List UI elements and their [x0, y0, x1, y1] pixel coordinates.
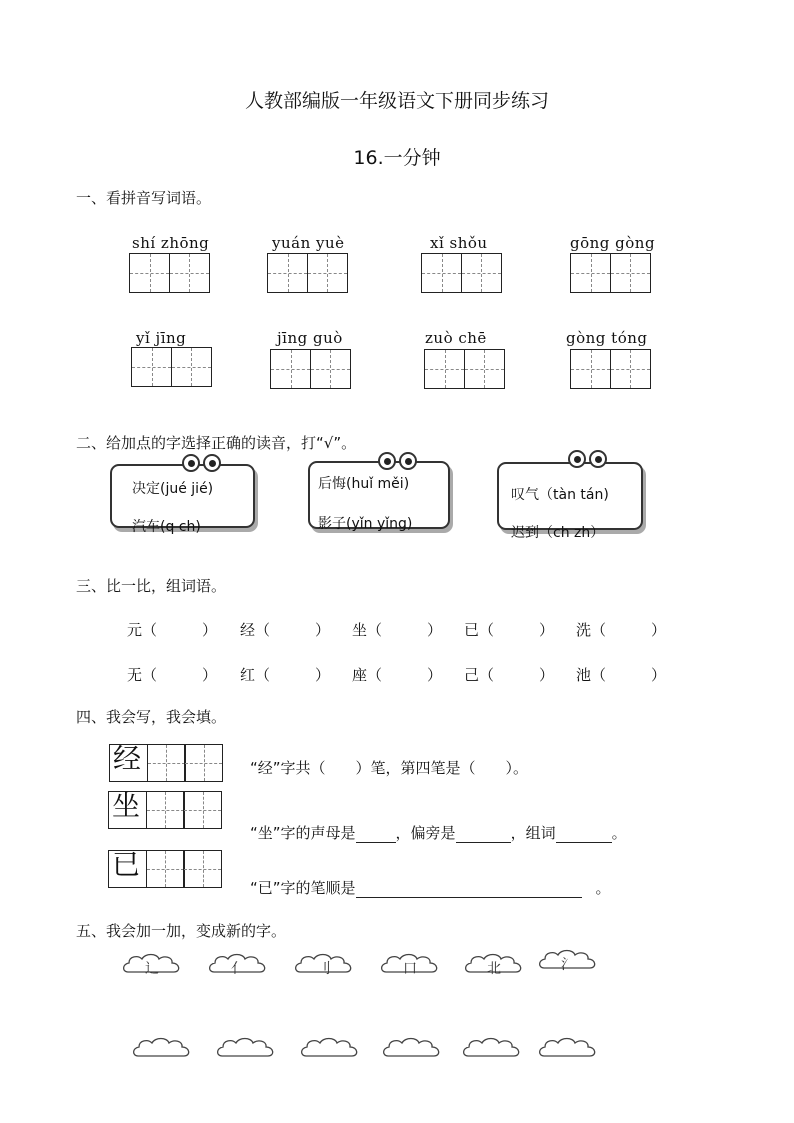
bubble-line[interactable]: 汽车(q ch): [132, 519, 201, 535]
question-part: “坐”字的声母是: [250, 824, 356, 842]
eyes-icon: [378, 452, 417, 470]
pinyin-label: gòng tóng: [566, 329, 648, 347]
cloud-icon: [292, 950, 356, 980]
cloud-icon: [120, 950, 184, 980]
tianzige-grid[interactable]: [129, 253, 208, 293]
question-text: [250, 822, 627, 843]
radical-part: 亻: [231, 961, 245, 977]
tianzige-grid[interactable]: [270, 349, 349, 389]
bubble-line[interactable]: 后悔(huǐ měi): [318, 476, 410, 492]
cloud-icon[interactable]: [298, 1034, 362, 1064]
cloud-icon: [206, 950, 270, 980]
pinyin-label: xǐ shǒu: [430, 234, 488, 252]
tianzige-grid[interactable]: [267, 253, 346, 293]
eyes-icon: [568, 450, 607, 468]
section5-heading: 五、我会加一加，变成新的字。: [76, 922, 287, 940]
compare-item[interactable]: 座（ ）: [352, 666, 443, 684]
bubble-line[interactable]: 决定(jué jié): [132, 481, 214, 497]
cloud-icon[interactable]: [460, 1034, 524, 1064]
question-part: 。: [611, 824, 627, 842]
compare-item[interactable]: 池（ ）: [576, 666, 667, 684]
bubble-line[interactable]: 叹气（tàn tán): [511, 487, 609, 503]
compare-item[interactable]: 洗（ ）: [576, 621, 667, 639]
section3-heading: 三、比一比，组词语。: [76, 577, 227, 595]
pinyin-label: yuán yuè: [272, 234, 345, 252]
radical-part: 刂: [317, 961, 331, 977]
cloud-icon: [462, 950, 526, 980]
answer-blank[interactable]: [356, 828, 396, 843]
pinyin-label: jīng guò: [277, 329, 343, 347]
writing-grid[interactable]: [109, 744, 222, 782]
tianzige-grid[interactable]: [570, 253, 649, 293]
question-part: 。: [595, 879, 611, 897]
section2-heading: 二、给加点的字选择正确的读音，打“√”。: [76, 434, 357, 452]
document-title: 人教部编版一年级语文下册同步练习: [244, 90, 549, 112]
cloud-icon[interactable]: [214, 1034, 278, 1064]
compare-item[interactable]: 红（ ）: [240, 666, 331, 684]
question-part: ，组词: [510, 824, 556, 842]
tianzige-grid[interactable]: [570, 349, 649, 389]
model-character: 经: [113, 742, 142, 775]
pinyin-label: shí zhōng: [132, 234, 210, 252]
tianzige-grid[interactable]: [131, 347, 210, 387]
bubble-line[interactable]: 影子(yǐn yǐng): [318, 516, 413, 532]
radical-part: 辶: [145, 961, 159, 977]
cloud-icon: [536, 946, 600, 976]
radical-part: 北: [487, 961, 501, 977]
cloud-icon[interactable]: [130, 1034, 194, 1064]
writing-grid[interactable]: [108, 850, 221, 888]
question-text: [250, 877, 611, 898]
tianzige-grid[interactable]: [421, 253, 500, 293]
eyes-icon: [182, 454, 221, 472]
speech-bubble: [110, 464, 255, 535]
model-character: 已: [112, 848, 141, 881]
compare-item[interactable]: 坐（ ）: [352, 621, 443, 639]
compare-item[interactable]: 元（ ）: [127, 621, 218, 639]
section1-heading: 一、看拼音写词语。: [76, 189, 212, 207]
speech-bubble: [308, 461, 450, 531]
pinyin-label: yǐ jīng: [136, 329, 187, 347]
tianzige-grid[interactable]: [424, 349, 503, 389]
question-text: “经”字共（ ）笔，第四笔是（ ）。: [250, 759, 529, 777]
pinyin-label: zuò chē: [425, 329, 487, 347]
question-part: “已”字的笔顺是: [250, 879, 356, 897]
writing-grid[interactable]: [108, 791, 221, 829]
speech-bubble: [497, 462, 643, 541]
section4-heading: 四、我会写，我会填。: [76, 708, 227, 726]
cloud-icon: [378, 950, 442, 980]
answer-blank[interactable]: [356, 883, 582, 898]
cloud-icon[interactable]: [380, 1034, 444, 1064]
answer-blank[interactable]: [556, 828, 612, 843]
model-character: 坐: [112, 789, 141, 822]
answer-blank[interactable]: [456, 828, 511, 843]
compare-item[interactable]: 无（ ）: [127, 666, 218, 684]
question-part: ，偏旁是: [395, 824, 456, 842]
cloud-icon[interactable]: [536, 1034, 600, 1064]
bubble-line[interactable]: 迟到（ch zh）: [511, 525, 605, 541]
pinyin-label: gōng gòng: [570, 234, 656, 252]
lesson-title: 16.一分钟: [353, 147, 441, 169]
compare-item[interactable]: 经（ ）: [240, 621, 331, 639]
compare-item[interactable]: 已（ ）: [464, 621, 555, 639]
radical-part: 氵: [561, 957, 575, 973]
radical-part: 口: [403, 961, 417, 977]
compare-item[interactable]: 己（ ）: [464, 666, 555, 684]
